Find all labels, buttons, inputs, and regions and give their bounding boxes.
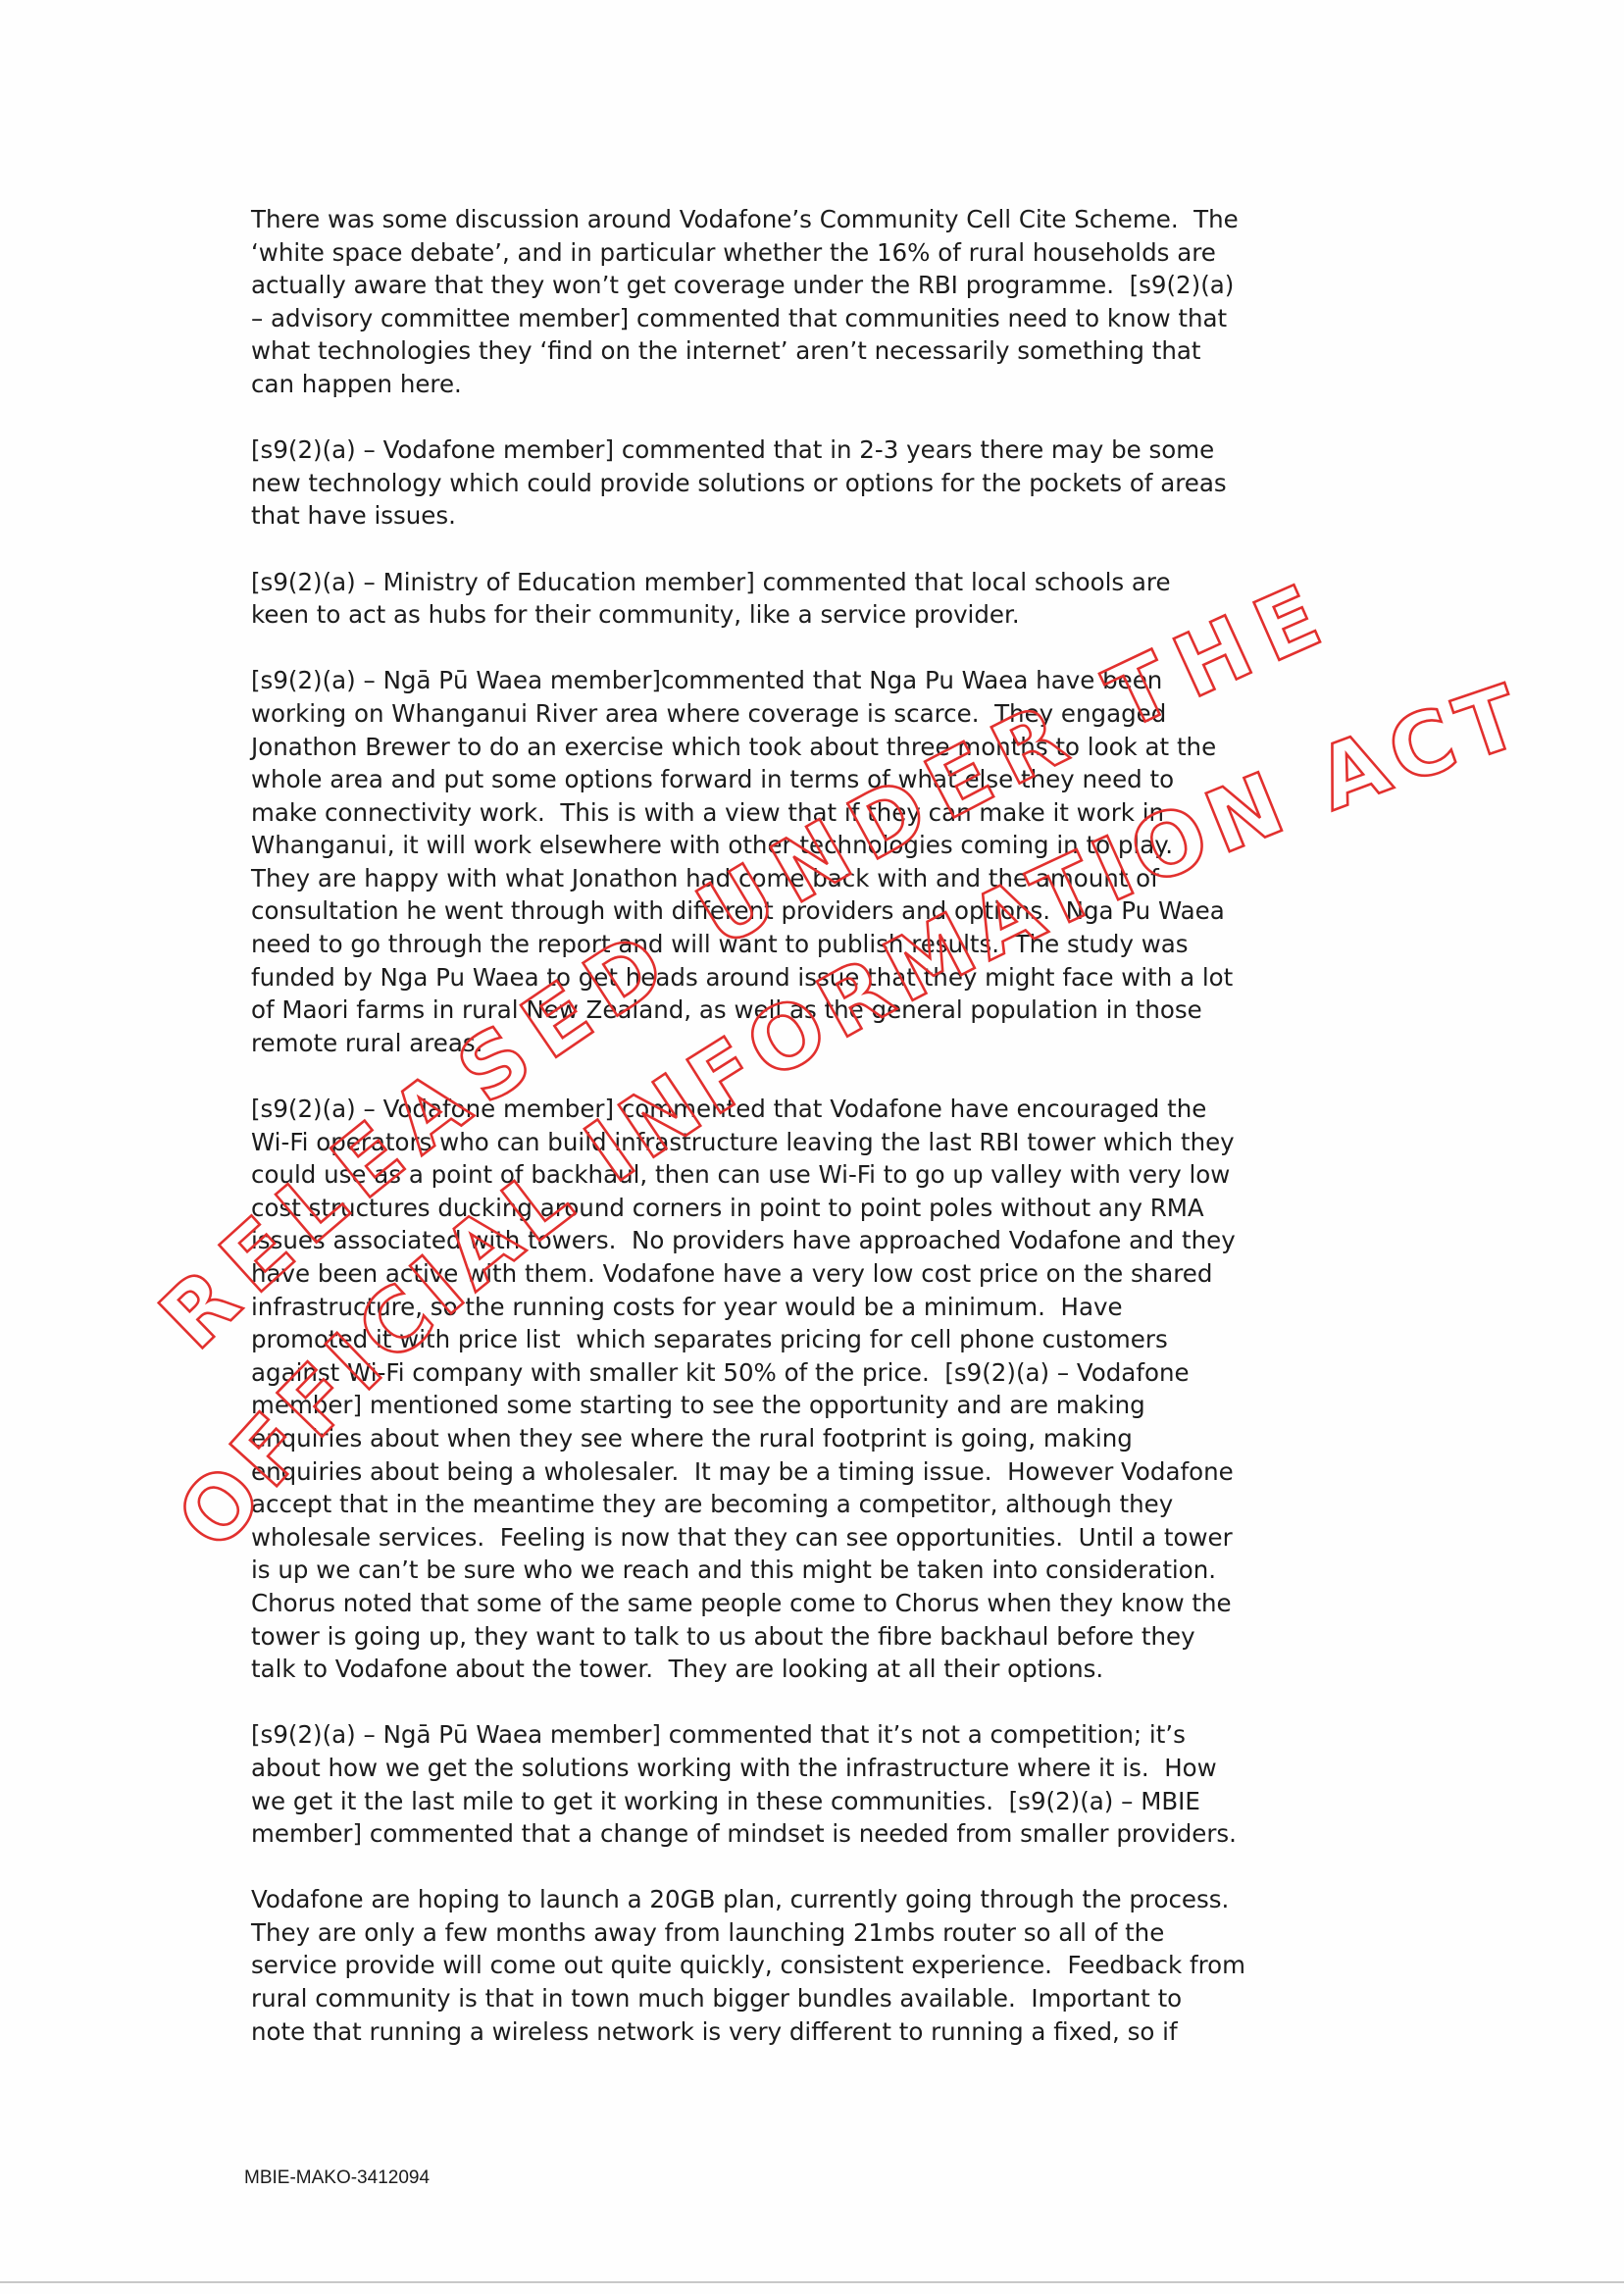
text-line: Chorus noted that some of the same people come to Chorus when they know the [251,1588,1232,1617]
text-line: have been active with them. Vodafone have a very low cost price on the shared [251,1259,1213,1288]
paragraph [251,1093,1526,1686]
stamp-line2-path: OFFICIAL INFORMATION ACT [157,665,1532,1568]
text-line: member] commented that a change of mindset is needed from smaller providers. [251,1819,1237,1849]
text-line: enquiries about when they see where the rural footprint is going, making [251,1423,1133,1453]
text-line: issues associated with towers. No providers have approached Vodafone and they [251,1226,1236,1255]
text-line: against Wi-Fi company with smaller kit 50% of the price. [s9(2)(a) – Vodafone [251,1357,1190,1387]
text-line: actually aware that they won’t get coverage under the RBI programme. [s9(2)(a) [251,271,1235,300]
document-body [251,203,1526,2081]
text-line: [s9(2)(a) – Vodafone member] commented that Vodafone have encouraged the [251,1095,1207,1124]
text-line: funded by Nga Pu Waea to get heads around issue that they might face with a lot [251,962,1234,992]
text-line: promoted it with price list which separates pricing for cell phone customers [251,1325,1168,1354]
text-line: wholesale services. Feeling is now that they can see opportunities. Until a tower [251,1522,1233,1552]
text-line: about how we get the solutions working with the infrastructure where it is. How [251,1753,1217,1782]
text-line: ‘white space debate’, and in particular whether the 16% of rural households are [251,237,1216,267]
paragraph [251,566,1526,632]
text-line: working on Whanganui River area where coverage is scarce. They engaged [251,698,1167,728]
text-line: [s9(2)(a) – Ministry of Education member] commented that local schools are [251,567,1171,596]
text-line: Whanganui, it will work elsewhere with other technologies coming in to play. [251,831,1174,860]
text-line: need to go through the report and will want to publish results. The study was [251,930,1189,959]
text-line: talk to Vodafone about the tower. They are looking at all their options. [251,1655,1104,1684]
text-line: what technologies they ‘find on the internet’ aren’t necessarily something that [251,336,1201,366]
scan-edge-line [0,2281,1624,2283]
text-line: accept that in the meantime they are becoming a competitor, although they [251,1490,1174,1519]
text-line: keen to act as hubs for their community, like a service provider. [251,600,1020,630]
stamp-line1-path: RELEASED UNDER THE [140,565,1335,1369]
text-line: – advisory committee member] commented that communities need to know that [251,303,1228,332]
document-reference-number: MBIE-MAKO-3412094 [244,2167,431,2188]
text-line: Jonathon Brewer to do an exercise which took about three months to look at the [251,732,1217,761]
text-line: make connectivity work. This is with a view that if they can make it work in [251,797,1165,827]
text-line: [s9(2)(a) – Ngā Pū Waea member]commented that Nga Pu Waea have been [251,666,1163,695]
paragraph [251,1883,1526,2048]
text-line: infrastructure, so the running costs for year would be a minimum. Have [251,1292,1123,1321]
text-line: [s9(2)(a) – Ngā Pū Waea member] commented that it’s not a competition; it’s [251,1720,1186,1750]
paragraph [251,203,1526,401]
text-line: [s9(2)(a) – Vodafone member] commented that in 2-3 years there may be some [251,435,1215,465]
text-line: note that running a wireless network is very different to running a fixed, so if [251,2016,1178,2046]
paragraph [251,664,1526,1059]
text-line: remote rural areas. [251,1028,483,1057]
text-line: cost structures ducking around corners in point to point poles without any RMA [251,1193,1204,1222]
text-line: whole area and put some options forward in terms of what else they need to [251,765,1175,794]
paragraph [251,1718,1526,1850]
paragraph [251,433,1526,533]
text-line: we get it the last mile to get it working in these communities. [s9(2)(a) – MBIE [251,1786,1200,1815]
text-line: of Maori farms in rural New Zealand, as well as the general population in those [251,995,1202,1025]
text-line: rural community is that in town much bigger bundles available. Important to [251,1984,1183,2014]
text-line: member] mentioned some starting to see the opportunity and are making [251,1391,1145,1420]
text-line: consultation he went through with different providers and options. Nga Pu Waea [251,896,1225,926]
text-line: Vodafone are hoping to launch a 20GB plan, currently going through the process. [251,1885,1230,1914]
text-line: They are happy with what Jonathon had come back with and the amount of [251,863,1159,892]
text-line: They are only a few months away from launching 21mbs router so all of the [251,1917,1165,1947]
text-line: tower is going up, they want to talk to us about the fibre backhaul before they [251,1621,1195,1651]
text-line: that have issues. [251,501,456,531]
text-line: enquiries about being a wholesaler. It may be a timing issue. However Vodafone [251,1456,1234,1486]
text-line: Wi-Fi operators who can build infrastructure leaving the last RBI tower which they [251,1127,1235,1156]
text-line: There was some discussion around Vodafone’s Community Cell Cite Scheme. The [251,205,1239,233]
text-line: is up we can’t be sure who we reach and this might be taken into consideration. [251,1555,1217,1585]
text-line: new technology which could provide solutions or options for the pockets of areas [251,468,1227,497]
text-line: can happen here. [251,369,462,398]
text-line: service provide will come out quite quickly, consistent experience. Feedback from [251,1951,1246,1980]
text-line: could use as a point of backhaul, then can use Wi-Fi to go up valley with very low [251,1160,1231,1190]
